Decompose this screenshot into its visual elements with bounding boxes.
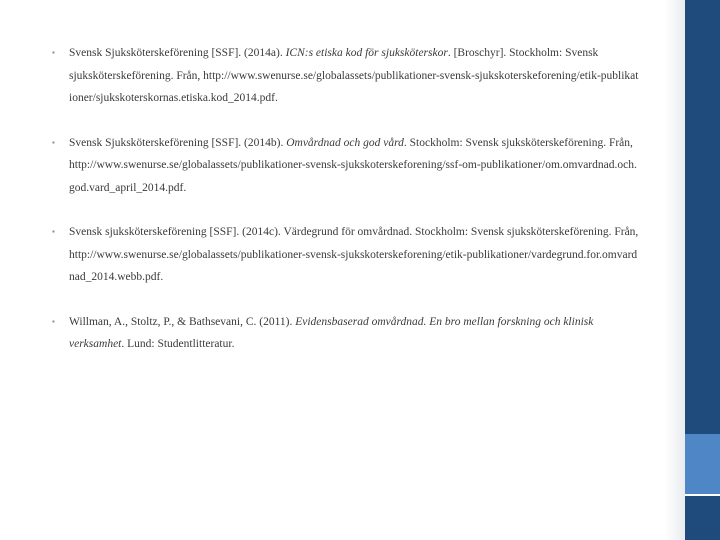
side-band-divider — [685, 494, 720, 496]
bullet-icon: ▪ — [52, 48, 55, 57]
reference-item — [52, 311, 640, 356]
reference-item — [52, 132, 640, 200]
reference-details: . [Broschyr]. Stockholm: Svensk sjuksköterskeförening. Från, — [69, 47, 599, 82]
reference-authors: Svensk Sjuksköterskeförening [SSF]. (2014b). — [69, 136, 287, 149]
bullet-icon: ▪ — [52, 316, 55, 326]
reference-title: ICN:s etiska kod för sjuksköterskor — [285, 47, 448, 59]
bullet-icon: ▪ — [52, 137, 55, 147]
reference-authors: Willman, A., Stoltz, P., & Bathsevani, C. (2011). — [69, 315, 296, 328]
reference-item — [52, 42, 640, 110]
reference-end: . — [275, 92, 278, 104]
bullet-icon: ▪ — [52, 227, 55, 236]
side-shadow — [665, 0, 685, 540]
reference-end: . — [160, 271, 164, 283]
reference-authors: Svensk sjuksköterskeförening [SSF]. (2014c). — [69, 226, 284, 238]
reference-details: . Stockholm: Svensk sjuksköterskeförening. Från, — [403, 136, 633, 149]
reference-item — [52, 221, 640, 289]
reference-title: Omvårdnad och god vård — [286, 136, 404, 149]
reference-list — [52, 42, 640, 378]
reference-details: . Lund: Studentlitteratur. — [121, 338, 235, 350]
reference-title: Värdegrund för omvårdnad — [283, 226, 410, 238]
reference-authors: Svensk Sjuksköterskeförening [SSF]. (2014a). — [69, 47, 286, 59]
reference-url[interactable]: http://www.swenurse.se/globalassets/publikationer-svensk-sjukskoterskeforening/etik-publikationer/vardegrund.for.omvardnad_2014.webb.pdf — [69, 248, 638, 283]
reference-details: . Stockholm: Svensk sjuksköterskeförening. Från, — [409, 226, 639, 238]
reference-url[interactable]: http://www.swenurse.se/globalassets/publikationer-svensk-sjukskoterskeforening/ssf-om-publikationer/om.omvardnad.och.god.vard_april_2014.pdf — [69, 159, 637, 194]
reference-end: . — [183, 181, 187, 194]
side-band-accent — [685, 434, 720, 494]
reference-url[interactable]: http://www.swenurse.se/globalassets/publikationer-svensk-sjukskoterskeforening/etik-publikationer/sjukskoterskornas.etiska.kod_2014.pdf — [69, 69, 639, 104]
reference-title: Evidensbaserad omvårdnad. En bro mellan forskning och klinisk verksamhet — [69, 315, 594, 350]
